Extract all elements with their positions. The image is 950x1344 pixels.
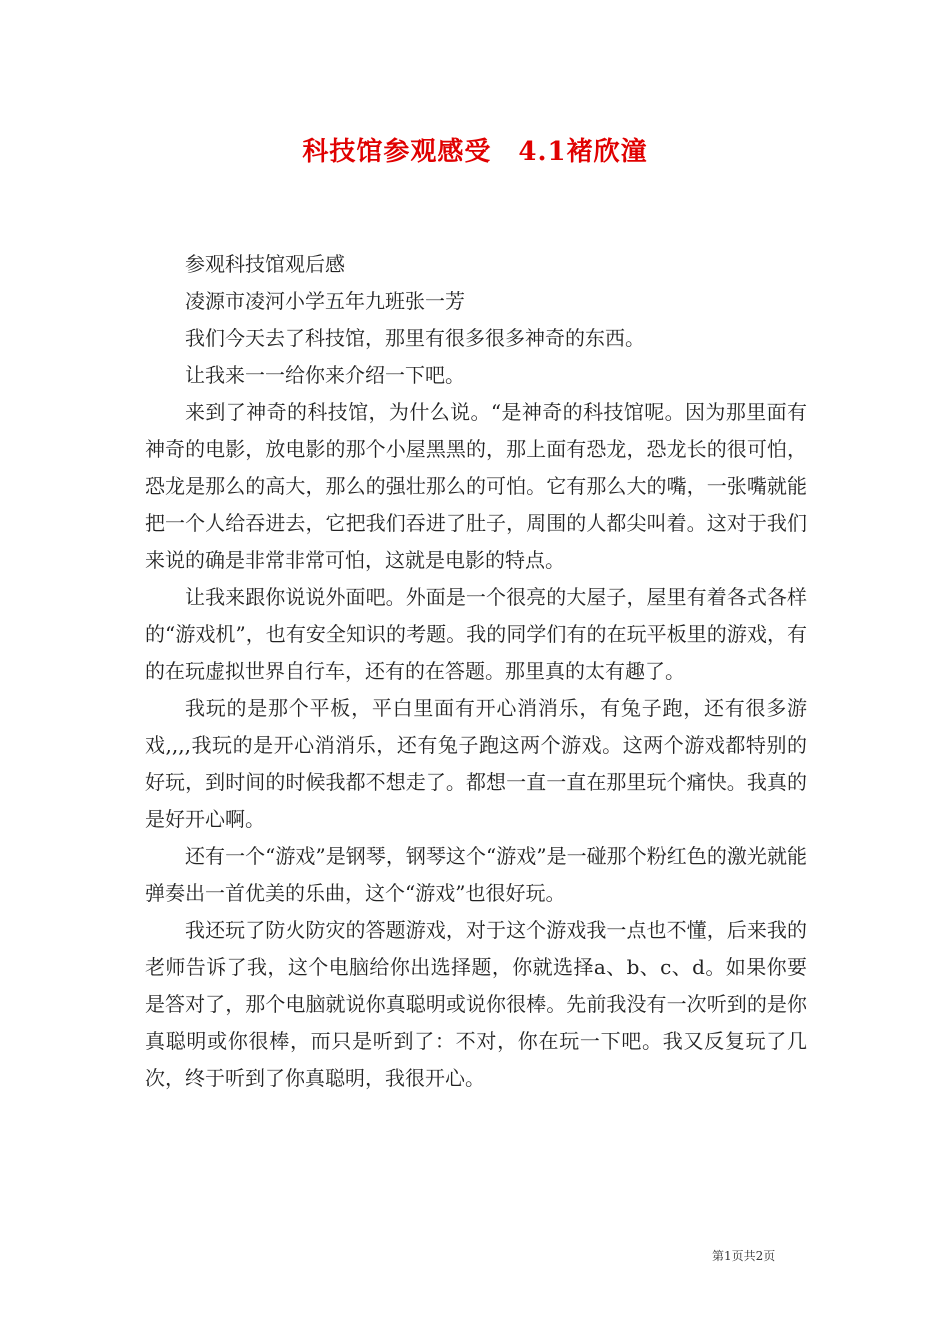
paragraph: 让我来一一给你来介绍一下吧。 [185,363,465,387]
paragraph: 来到了神奇的科技馆，为什么说。“是神奇的科技馆呢。因为那里面有神奇的电影，放电影的那个小屋黑黑的，那上面有恐龙，恐龙长的很可怕，恐龙是那么的高大，那么的强壮那么的可怕。它有那么大的嘴，一张嘴就能把一个人给吞进去，它把我们吞进了肚子，周围的人都尖叫着。这对于我们来说的确是非常非常可怕，这就是电影的特点。 [145,400,807,572]
paragraph-author: 凌源市凌河小学五年九班张一芳 [185,289,465,313]
paragraph-heading: 参观科技馆观后感 [185,252,345,276]
paragraph: 让我来跟你说说外面吧。外面是一个很亮的大屋子，屋里有着各式各样的“游戏机”，也有安全知识的考题。我的同学们有的在玩平板里的游戏，有的在玩虚拟世界自行车，还有的在答题。那里真的太有趣了。 [145,585,807,683]
document-body [145,246,807,1097]
paragraph: 我还玩了防火防灾的答题游戏，对于这个游戏我一点也不懂，后来我的老师告诉了我，这个电脑给你出选择题，你就选择a、b、c、d。如果你要是答对了，那个电脑就说你真聪明或说你很棒。先前我没有一次听到的是你真聪明或你很棒，而只是听到了：不对，你在玩一下吧。我又反复玩了几次，终于听到了你真聪明，我很开心。 [145,918,807,1090]
paragraph: 还有一个“游戏”是钢琴，钢琴这个“游戏”是一碰那个粉红色的激光就能弹奏出一首优美的乐曲，这个“游戏”也很好玩。 [145,844,807,905]
paragraph: 我玩的是那个平板，平白里面有开心消消乐，有兔子跑，还有很多游戏,,,,我玩的是开心消消乐，还有兔子跑这两个游戏。这两个游戏都特别的好玩，到时间的时候我都不想走了。都想一直一直在那里玩个痛快。我真的是好开心啊。 [145,696,807,831]
page-number: 第1页共2页 [712,1249,776,1263]
page-title: 科技馆参观感受 4.1褚欣潼 [302,137,648,167]
paragraph: 我们今天去了科技馆，那里有很多很多神奇的东西。 [185,326,645,350]
